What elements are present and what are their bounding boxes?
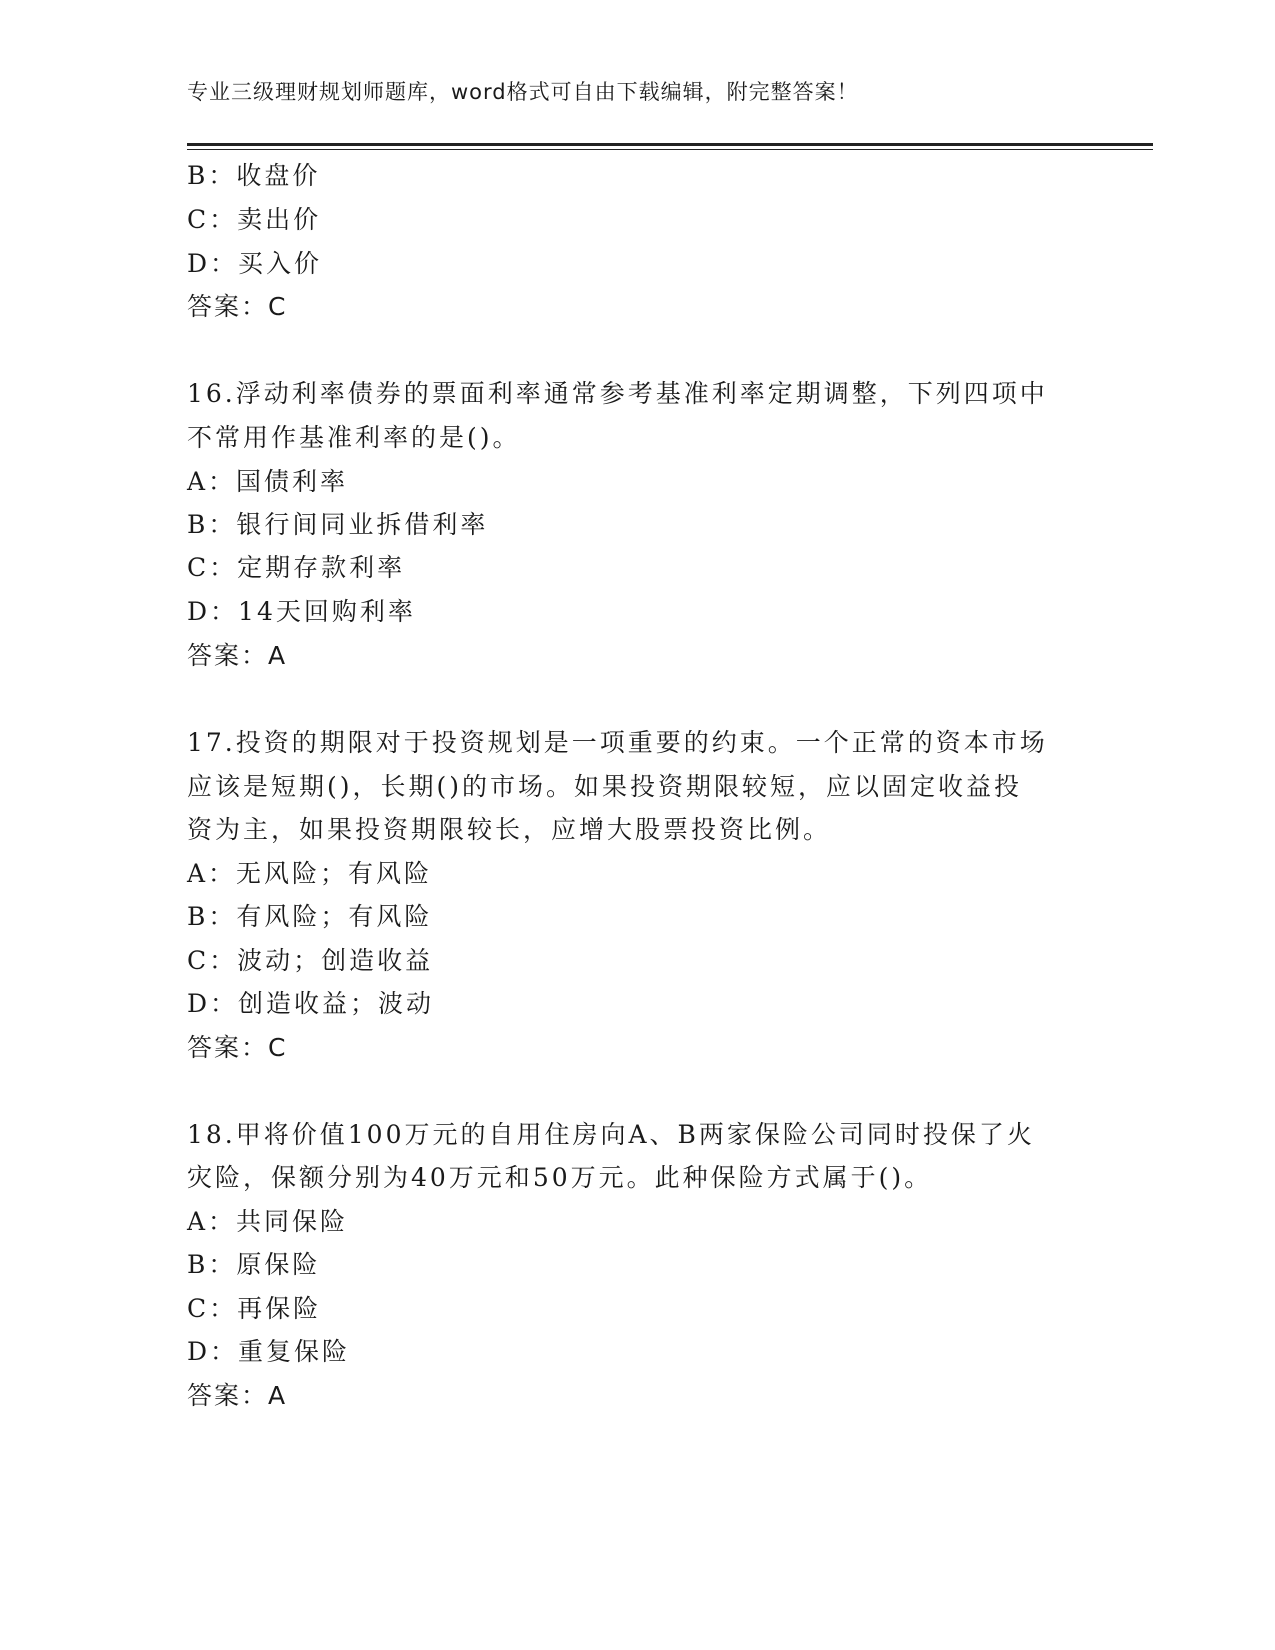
q16-option-b: B：银行间同业拆借利率 [187,510,489,539]
q17-stem-line-1: 17.投资的期限对于投资规划是一项重要的约束。一个正常的资本市场 [187,728,1048,757]
q15-answer: 答案：C [187,292,288,321]
q18-option-d: D：重复保险 [187,1337,351,1366]
q18-answer: 答案：A [187,1381,288,1410]
q16-option-d: D：14天回购利率 [187,597,416,626]
q16-answer: 答案：A [187,641,288,670]
q17-option-a: A：无风险；有风险 [187,859,433,888]
q15-option-b: B：收盘价 [187,161,321,190]
q16-stem-line-2: 不常用作基准利率的是()。 [187,423,521,452]
q17-option-c: C：波动；创造收益 [187,946,434,975]
q18-stem-line-2: 灾险，保额分别为40万元和50万元。此种保险方式属于()。 [187,1163,933,1192]
q15-option-c: C：卖出价 [187,205,322,234]
q18-option-a: A：共同保险 [187,1207,349,1236]
q17-option-b: B：有风险；有风险 [187,902,433,931]
q18-option-b: B：原保险 [187,1250,321,1279]
q16-stem-line-1: 16.浮动利率债券的票面利率通常参考基准利率定期调整，下列四项中 [187,379,1048,408]
page-header: 专业三级理财规划师题库，word格式可自由下载编辑，附完整答案！ [187,80,859,104]
q16-option-a: A：国债利率 [187,467,349,496]
q15-option-d: D：买入价 [187,249,323,278]
q16-option-c: C：定期存款利率 [187,553,406,582]
q17-option-d: D：创造收益；波动 [187,989,435,1018]
q18-stem-line-1: 18.甲将价值100万元的自用住房向A、B两家保险公司同时投保了火 [187,1120,1035,1149]
q17-stem-line-2: 应该是短期()，长期()的市场。如果投资期限较短，应以固定收益投 [187,772,1023,801]
header-rule-thin [187,149,1153,150]
header-rule-thick [187,143,1153,146]
q17-answer: 答案：C [187,1033,288,1062]
q18-option-c: C：再保险 [187,1294,322,1323]
q17-stem-line-3: 资为主，如果投资期限较长，应增大股票投资比例。 [187,815,832,844]
